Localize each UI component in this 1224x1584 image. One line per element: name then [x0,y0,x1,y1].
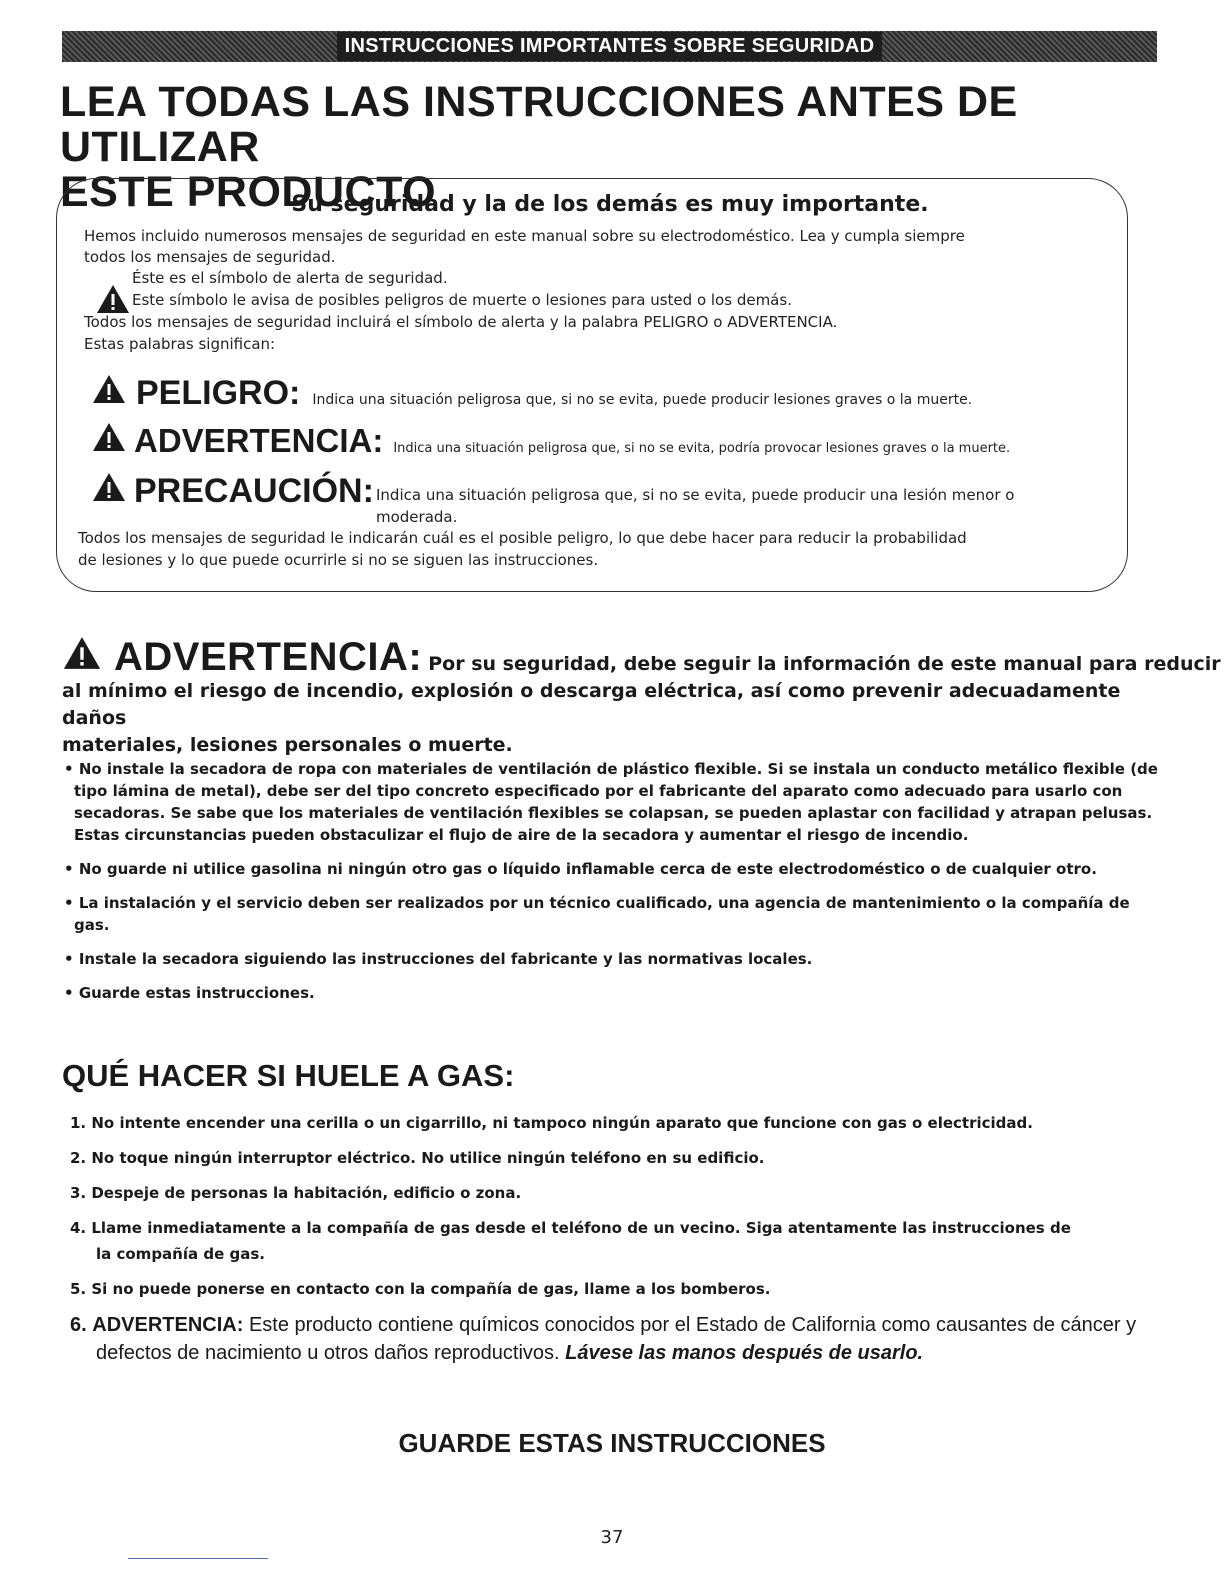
safety-closing-line-1: Todos los mensajes de seguridad le indicarán cuál es el posible peligro, lo que debe hacer para reducir la probabilidad [78,529,967,547]
list-item: 3. Despeje de personas la habitación, edificio o zona. [70,1184,522,1202]
list-item: • Guarde estas instrucciones. [64,984,315,1002]
signal-desc-precaucion-2: moderada. [376,508,458,526]
warning-text-line-1: Por su seguridad, debe seguir la información de este manual para reducir [428,653,1221,675]
step-number: 6. [70,1314,87,1336]
gas-steps-list [70,1110,1160,1376]
safety-closing-line-2: de lesiones y lo que puede ocurrirle si no se siguen las instrucciones. [78,551,599,569]
warning-text-line-3: materiales, lesiones personales o muerte. [62,734,513,756]
page-number: 37 [600,1527,624,1548]
list-item: 1. No intente encender una cerilla o un cigarrillo, ni tampoco ningún aparato que funcione con gas o electricidad. [70,1114,1033,1132]
header-banner [62,31,1157,62]
signal-advertencia [92,422,1010,460]
title-line-2: ESTE PRODUCTO [60,168,437,216]
main-warning [62,635,1221,759]
warning-text-line-2: al mínimo el riesgo de incendio, explosión o descarga eléctrica, así como prevenir adecuadamente daños [62,680,1121,729]
list-item: 4. Llame inmediatamente a la compañía de gas desde el teléfono de un vecino. Siga atentamente las instrucciones de la compañía de gas. [70,1219,1071,1263]
warning-triangle-icon [92,472,126,506]
alert-line-2: Este símbolo le avisa de posibles peligros de muerte o lesiones para usted o los demás. [132,291,792,309]
signal-peligro [92,374,972,413]
meaning-line: Estas palabras significan: [84,335,276,353]
title-line-1: LEA TODAS LAS INSTRUCCIONES ANTES DE UTILIZAR [60,78,1018,171]
signal-desc-precaucion-1: Indica una situación peligrosa que, si no se evita, puede producir una lesión menor o [376,486,1015,504]
signal-precaucion [92,472,374,511]
signal-desc-advertencia: Indica una situación peligrosa que, si no se evita, podría provocar lesiones graves o la muerte. [393,441,1011,456]
bullet-text: Guarde estas instrucciones. [78,984,315,1002]
bullet-text: No instale la secadora de ropa con materiales de ventilación de plástico flexible. Si se instala un conducto metálico flexible (de tipo lámina de metal), debe ser del tipo concreto especificado por el fabricante del aparato como adecuado para usarlo con secadoras. Se sabe que los materiales de ventilación flexibles se colapsan, se pueden aplastar con facilidad y atrapan pelusas. Estas circunstancias pueden obstaculizar el flujo de aire de la secadora y aumentar el riesgo de incendio. [74,760,1158,844]
save-instructions-title: GUARDE ESTAS INSTRUCCIONES [398,1428,826,1458]
bullet-text: No guarde ni utilice gasolina ni ningún otro gas o líquido inflamable cerca de este electrodoméstico o de cualquier otro. [78,860,1097,878]
list-item: • No instale la secadora de ropa con materiales de ventilación de plástico flexible. Si se instala un conducto metálico flexible (de tipo lámina de metal), debe ser del tipo concreto especificado por el fabricante del aparato como adecuado para usarlo con secadoras. Se sabe que los materiales de ventilación flexibles se colapsan, se pueden aplastar con facilidad y atrapan pelusas. Estas circunstancias pueden obstaculizar el flujo de aire de la secadora y aumentar el riesgo de incendio. [64,760,1158,844]
signal-desc-peligro: Indica una situación peligrosa que, si no se evita, puede producir lesiones graves o la muerte. [312,392,973,408]
list-item: • No guarde ni utilice gasolina ni ningún otro gas o líquido inflamable cerca de este electrodoméstico o de cualquier otro. [64,860,1097,878]
safety-box-heading: Su seguridad y la de los demás es muy importante. [291,192,929,217]
safety-intro-line-2: todos los mensajes de seguridad. [84,248,336,266]
california-emphasis: Lávese las manos después de usarlo. [565,1342,924,1364]
safety-intro-line-1: Hemos incluido numerosos mensajes de seguridad en este manual sobre su electrodoméstico. Lea y cumpla siempre [84,227,965,245]
messages-line: Todos los mensajes de seguridad incluirá el símbolo de alerta y la palabra PELIGRO o ADVERTENCIA. [84,313,838,331]
warning-triangle-icon [92,422,126,456]
list-item: • La instalación y el servicio deben ser realizados por un técnico cualificado, una agencia de mantenimiento o la compañía de gas. [64,894,1130,934]
bullet-text: Instale la secadora siguiendo las instrucciones del fabricante y las normativas locales. [78,950,813,968]
bullet-text: La instalación y el servicio deben ser realizados por un técnico cualificado, una agencia de mantenimiento o la compañía de gas. [74,894,1130,934]
california-text: Este producto contiene químicos conocidos por el Estado de California como causantes de cáncer y defectos de nacimiento u otros daños reproductivos. [96,1314,1137,1364]
banner-text: INSTRUCCIONES IMPORTANTES SOBRE SEGURIDAD [337,32,883,61]
alert-line-1: Éste es el símbolo de alerta de seguridad. [132,269,448,287]
warning-word: ADVERTENCIA: [114,635,423,679]
footer-rule [128,1558,268,1559]
list-item: 2. No toque ningún interruptor eléctrico. No utilice ningún teléfono en su edificio. [70,1149,765,1167]
california-label: ADVERTENCIA: [92,1314,244,1336]
signal-word-precaucion: PRECAUCIÓN: [134,472,374,510]
gas-section-title: QUÉ HACER SI HUELE A GAS: [62,1058,515,1093]
safety-bullet-list [62,758,1162,1016]
warning-triangle-icon [96,284,130,314]
signal-word-advertencia: ADVERTENCIA: [134,422,384,459]
signal-word-peligro: PELIGRO: [136,374,301,412]
list-item: 5. Si no puede ponerse en contacto con la compañía de gas, llame a los bomberos. [70,1280,771,1298]
warning-triangle-icon [92,374,126,408]
warning-triangle-icon [62,636,102,678]
california-warning [70,1311,1160,1367]
list-item: • Instale la secadora siguiendo las instrucciones del fabricante y las normativas locales. [64,950,813,968]
